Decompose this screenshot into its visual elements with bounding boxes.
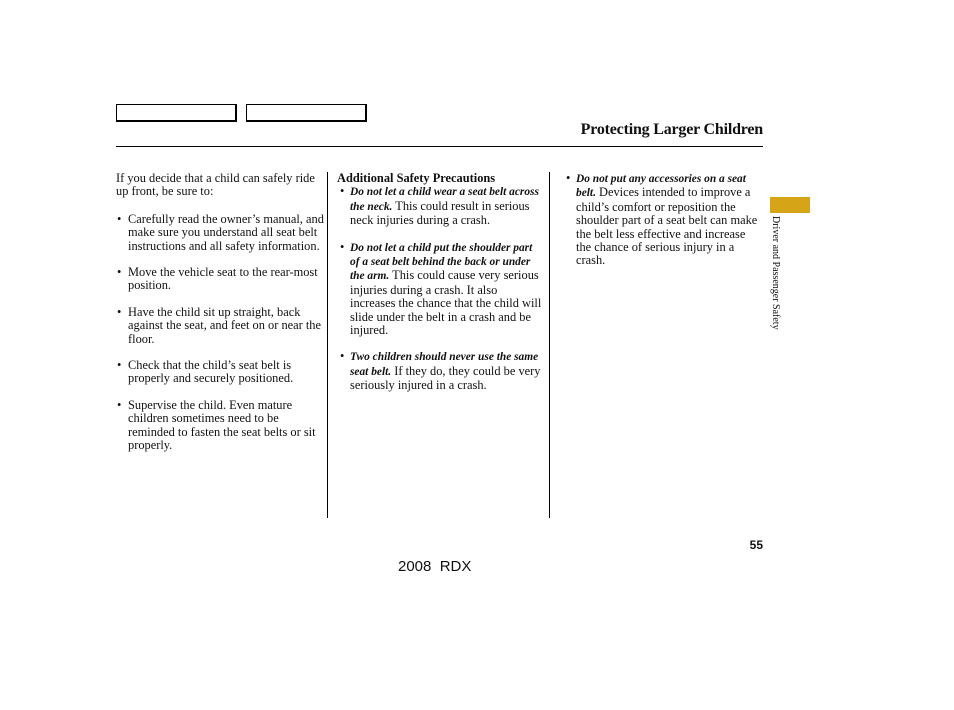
bullet-icon: • (340, 184, 345, 199)
column-divider (549, 172, 550, 518)
list-item: • Do not put any accessories on a seat belt. Devices intended to improve a child’s comfort or reposition the shoulder part of a seat belt can make the belt less effective and increase the chance of serious injury in a crash. (566, 171, 758, 268)
intro-text: If you decide that a child can safely ride up front, be sure to: (116, 171, 315, 199)
page-number: 55 (749, 538, 763, 552)
bullet-icon: • (340, 239, 345, 254)
list-item: • Do not let a child put the shoulder part of a seat belt behind the back or under the arm. This could cause very serious injuries during a crash. It also increases the chance that the child will slide under the belt in a crash and be injured. (340, 239, 542, 338)
bullet-icon: • (117, 358, 122, 373)
bullet-icon: • (117, 304, 122, 319)
column-right (563, 172, 759, 268)
list-item: • Check that the child’s seat belt is properly and securely positioned. (117, 358, 294, 386)
section-heading: Additional Safety Precautions (337, 171, 496, 185)
section-tab-label: Driver and Passenger Safety (770, 216, 781, 330)
bullet-icon: • (117, 397, 122, 412)
column-left (116, 172, 324, 453)
section-tab-marker (770, 197, 810, 213)
bullet-icon: • (117, 211, 122, 226)
nav-button-previous[interactable] (116, 104, 237, 122)
column-divider (327, 172, 328, 518)
list-item: • Do not let a child wear a seat belt across the neck. This could result in serious neck injuries during a crash. (340, 184, 539, 228)
bullet-icon: • (566, 171, 571, 185)
list-item: • Two children should never use the same seat belt. If they do, they could be very seriously injured in a crash. (340, 349, 541, 393)
list-item: • Move the vehicle seat to the rear-most position. (117, 265, 318, 293)
bullet-icon: • (117, 265, 122, 280)
list-item: • Supervise the child. Even mature children sometimes need to be reminded to fasten the seat belts or sit properly. (117, 397, 316, 453)
list-item: • Have the child sit up straight, back against the seat, and feet on or near the floor. (117, 304, 322, 346)
list-item: • Carefully read the owner’s manual, and make sure you understand all seat belt instructions and all safety information. (117, 211, 324, 253)
column-middle (337, 172, 543, 393)
title-divider (116, 146, 763, 147)
bullet-icon: • (340, 349, 345, 364)
footer-model: 2008 RDX (398, 558, 472, 575)
nav-button-next[interactable] (246, 104, 367, 122)
page-title: Protecting Larger Children (580, 121, 763, 138)
